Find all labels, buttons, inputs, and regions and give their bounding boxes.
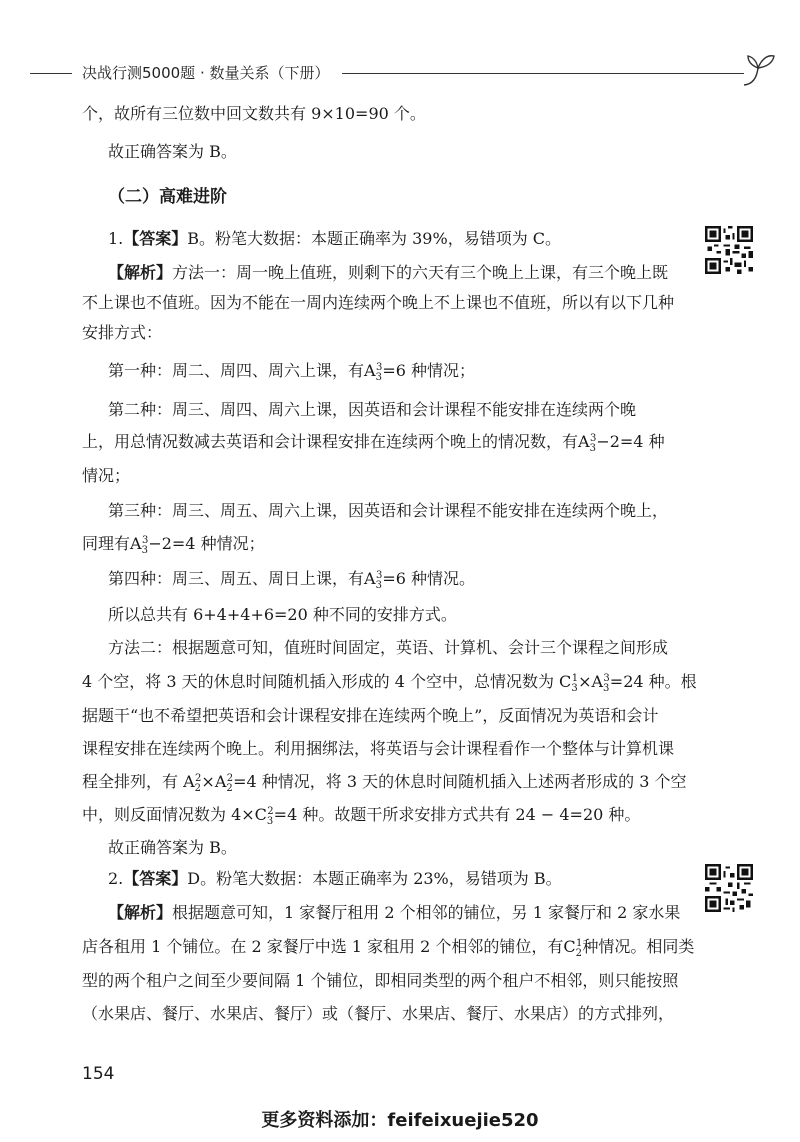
case-text: =6 种情况。: [382, 569, 475, 588]
method-2-line: 程全排列，有 $A_2^2\times A_2^2=4$ 种情况，将 3 天的休息时间随机插入上述两者形成的 3 个空: [82, 772, 687, 795]
book-title: 决战行测5000题 · 数量关系（下册）: [82, 64, 330, 82]
method-2-line: 据题干“也不希望把英语和会计课程安排在连续两个晚上”，反面情况为英语和会计: [82, 706, 659, 725]
answer-text: B。粉笔大数据：本题正确率为 39%，易错项为 C。: [187, 229, 562, 248]
analysis-tag: 【解析】: [108, 903, 173, 922]
case-text: −2=4 种: [596, 432, 665, 451]
analysis-line: 型的两个租户之间至少要间隔 1 个铺位，即相同类型的两个租户不相邻，则只能按照: [82, 971, 679, 990]
answer-tag: 【答案】: [123, 869, 188, 888]
method-2-line: 中，则反面情况数为 $4\times C_3^2=4$ 种。故题干所求安排方式共有 24 − 4=20 种。: [82, 805, 641, 828]
paragraph-line: 个，故所有三位数中回文数共有 9×10=90 个。: [82, 104, 426, 123]
method-text: 程全排列，有 A: [82, 772, 195, 791]
case-text: 第四种：周三、周五、周日上课，有A: [108, 569, 376, 588]
qr-code-icon[interactable]: [705, 226, 753, 274]
analysis-line: （水果店、餐厅、水果店、餐厅）或（餐厅、水果店、餐厅、水果店）的方式排列，: [82, 1004, 675, 1023]
analysis-text: 店各租用 1 个铺位。在 2 家餐厅中选 1 家租用 2 个相邻的铺位，有C: [82, 937, 576, 956]
case-2-line: 上，用总情况数减去英语和会计课程安排在连续两个晚上的情况数，有$A_3^3-2=4$ 种: [82, 432, 665, 455]
case-4-line: 第四种：周三、周五、周日上课，有$A_3^3=6$ 种情况。: [108, 569, 475, 592]
answer-line: 故正确答案为 B。: [108, 838, 237, 857]
analysis-line: 店各租用 1 个铺位。在 2 家餐厅中选 1 家租用 2 个相邻的铺位，有$C_2^1$种情况。相同类: [82, 937, 695, 960]
case-1-line: 第一种：周二、周四、周六上课，有$A_3^3=6$ 种情况；: [108, 361, 475, 384]
question-2-answer: [108, 868, 562, 890]
qr-code-icon[interactable]: [705, 864, 753, 912]
case-text: 同理有A: [82, 534, 142, 553]
page-number: 154: [82, 1064, 115, 1084]
method-2-line: 课程安排在连续两个晚上。利用捆绑法，将英语与会计课程看作一个整体与计算机课: [82, 739, 675, 758]
answer-line: 故正确答案为 B。: [108, 142, 237, 161]
analysis-text: 根据题意可知，1 家餐厅租用 2 个相邻的铺位，另 1 家餐厅和 2 家水果: [172, 903, 681, 922]
method-text: ×A: [578, 672, 604, 691]
section-heading: （二）高难进阶: [108, 187, 227, 207]
question-number: 1.: [108, 229, 124, 248]
running-header: [30, 62, 790, 86]
case-text: =6 种情况；: [382, 361, 475, 380]
method-text: ×A: [201, 772, 227, 791]
answer-text: D。粉笔大数据：本题正确率为 23%，易错项为 B。: [187, 869, 562, 888]
header-rule-right: [342, 73, 744, 74]
footer-note: 更多资料添加：feifeixuejie520: [261, 1110, 539, 1131]
question-number: 2.: [108, 869, 124, 888]
method-text: 4 个空，将 3 天的休息时间随机插入形成的 4 个空中，总情况数为 C: [82, 672, 572, 691]
analysis-line: 不上课也不值班。因为不能在一周内连续两个晚上不上课也不值班，所以有以下几种: [82, 293, 675, 312]
case-text: 上，用总情况数减去英语和会计课程安排在连续两个晚上的情况数，有A: [82, 432, 590, 451]
method-text: =4 种。故题干所求安排方式共有 24 − 4=20 种。: [273, 805, 641, 824]
method-2-line: 方法二：根据题意可知，值班时间固定，英语、计算机、会计三个课程之间形成: [108, 638, 669, 657]
header-rule-left: [30, 73, 72, 74]
analysis-line: [108, 262, 668, 284]
case-2-line: 情况；: [82, 466, 131, 485]
analysis-text: 种情况。相同类: [582, 937, 695, 956]
method-text: 中，则反面情况数为 4×C: [82, 805, 267, 824]
method-text: =4 种情况，将 3 天的休息时间随机插入上述两者形成的 3 个空: [233, 772, 687, 791]
case-3-line: 第三种：周三、周五、周六上课，因英语和会计课程不能安排在连续两个晚上，: [108, 501, 669, 520]
total-line: 所以总共有 6+4+4+6=20 种不同的安排方式。: [108, 605, 457, 624]
analysis-line: 安排方式：: [82, 323, 163, 342]
case-text: −2=4 种情况；: [148, 534, 265, 553]
analysis-line: [108, 902, 680, 924]
case-text: 第一种：周二、周四、周六上课，有A: [108, 361, 376, 380]
case-2-line: 第二种：周三、周四、周六上课，因英语和会计课程不能安排在连续两个晚: [108, 400, 637, 419]
sprout-icon: [742, 50, 776, 86]
answer-tag: 【答案】: [123, 229, 188, 248]
analysis-tag: 【解析】: [108, 263, 173, 282]
method-2-line: 4 个空，将 3 天的休息时间随机插入形成的 4 个空中，总情况数为 $C_3^1\times A_3^3=24$ 种。根: [82, 672, 697, 695]
analysis-text: 方法一：周一晚上值班，则剩下的六天有三个晚上上课，有三个晚上既: [172, 263, 669, 282]
case-3-line: 同理有$A_3^3-2=4$ 种情况；: [82, 534, 265, 557]
question-1-answer: [108, 228, 561, 250]
method-text: =24 种。根: [609, 672, 697, 691]
